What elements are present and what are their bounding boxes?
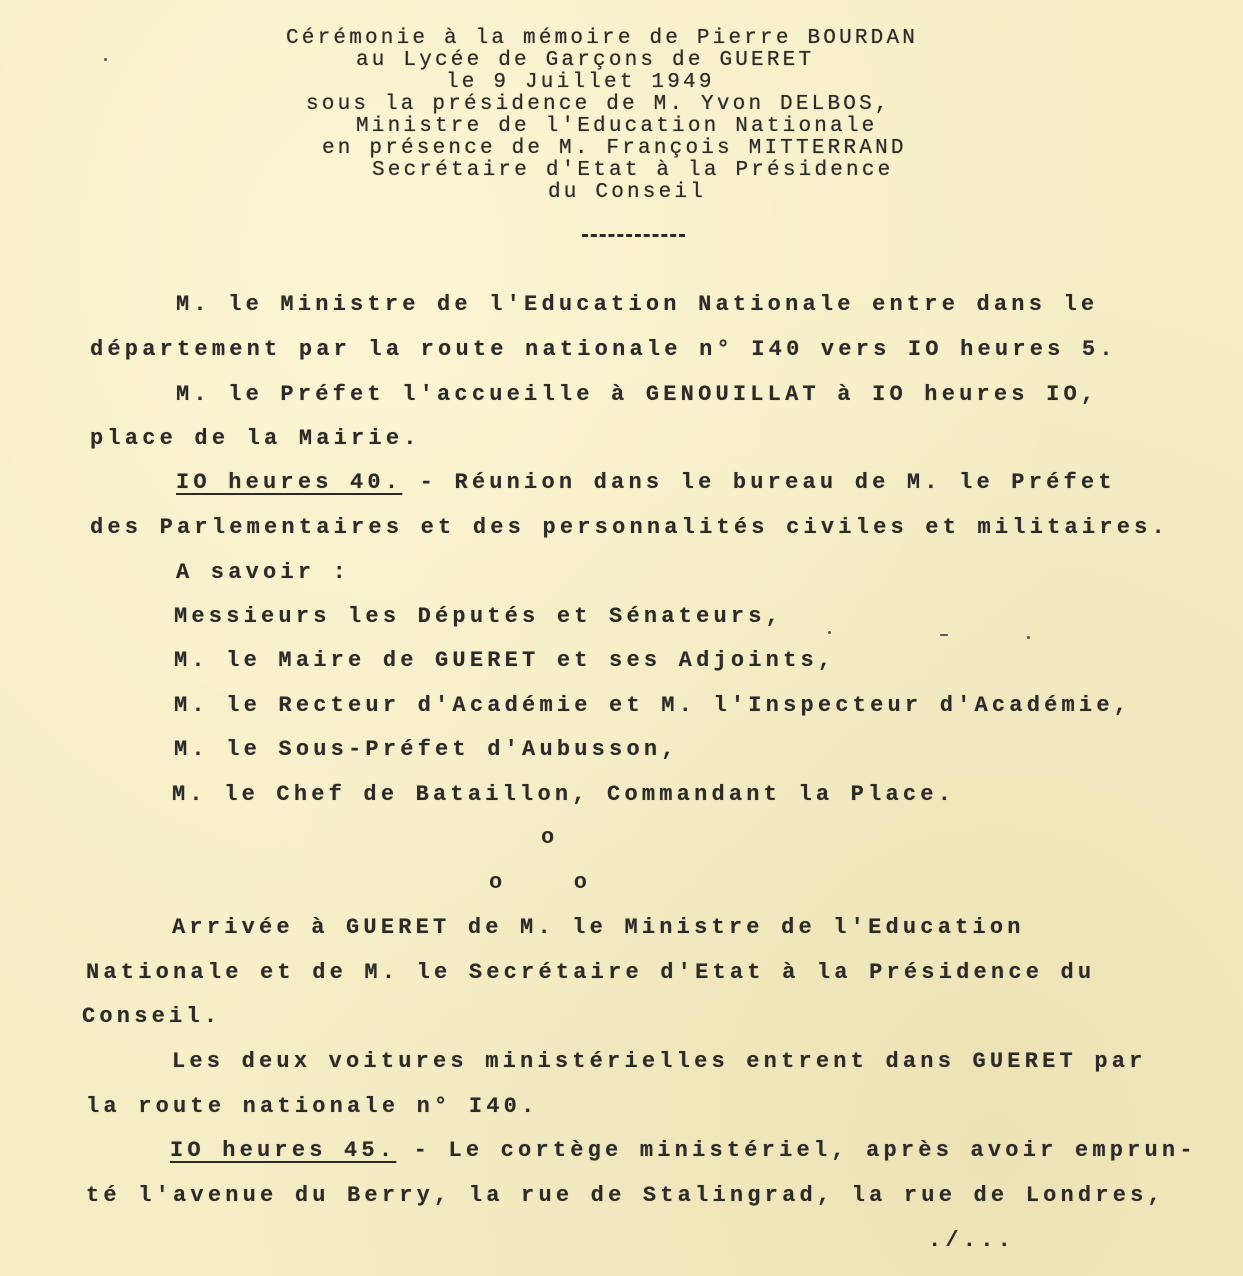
paragraph-5-line-1: Les deux voitures ministérielles entrent dans GUERET par <box>172 1049 1147 1074</box>
continuation-mark: ./... <box>928 1228 1016 1253</box>
list-item-4: M. le Sous-Préfet d'Aubusson, <box>174 737 679 762</box>
header-line-7: Secrétaire d'Etat à la Présidence <box>372 159 894 182</box>
list-item-2: M. le Maire de GUERET et ses Adjoints, <box>174 648 836 673</box>
paragraph-2-line-2: place de la Mairie. <box>90 426 421 451</box>
header-line-6: en présence de M. François MITTERRAND <box>322 137 907 160</box>
header-line-4: sous la présidence de M. Yvon DELBOS, <box>306 93 891 116</box>
ornament-bottom: o o <box>489 870 596 895</box>
paragraph-5-line-2: la route nationale n° I40. <box>86 1094 539 1119</box>
paragraph-4-line-1: Arrivée à GUERET de M. le Ministre de l'Education <box>172 915 1025 940</box>
paper-speck <box>940 634 948 636</box>
a-savoir-label: A savoir : <box>176 560 351 585</box>
paragraph-6-line-1 <box>170 1138 1197 1164</box>
paper-speck <box>828 631 831 634</box>
paragraph-4-line-2: Nationale et de M. le Secrétaire d'Etat à la Présidence du <box>86 960 1096 985</box>
paragraph-1-line-1: M. le Ministre de l'Education Nationale entre dans le <box>176 292 1099 317</box>
time-1045: IO heures 45. <box>170 1138 397 1163</box>
ornament-top: o <box>541 825 555 850</box>
paper-speck <box>104 58 107 61</box>
paragraph-2-line-1: M. le Préfet l'accueille à GENOUILLAT à IO heures IO, <box>176 382 1099 407</box>
paragraph-6-line-1-text: - Le cortège ministériel, après avoir emprun- <box>396 1138 1197 1163</box>
time-1040: IO heures 40. <box>176 470 403 495</box>
paper-speck <box>1027 636 1030 639</box>
paragraph-3-line-1 <box>176 470 1116 496</box>
paragraph-3-line-1-text: - Réunion dans le bureau de M. le Préfet <box>402 470 1116 495</box>
header-line-3: le 9 Juillet 1949 <box>446 71 715 94</box>
paragraph-6-line-2: té l'avenue du Berry, la rue de Stalingrad, la rue de Londres, <box>86 1183 1165 1208</box>
paragraph-1-line-2: département par la route nationale n° I40 vers IO heures 5. <box>90 337 1117 362</box>
header-line-2: au Lycée de Garçons de GUERET <box>356 49 815 72</box>
header-line-5: Ministre de l'Education Nationale <box>356 115 878 138</box>
list-item-1: Messieurs les Députés et Sénateurs, <box>174 604 784 629</box>
paragraph-4-line-3: Conseil. <box>82 1004 222 1029</box>
header-line-1: Cérémonie à la mémoire de Pierre BOURDAN <box>286 27 919 50</box>
list-item-3: M. le Recteur d'Académie et M. l'Inspecteur d'Académie, <box>174 693 1132 718</box>
header-separator <box>582 234 685 237</box>
list-item-5: M. le Chef de Bataillon, Commandant la Place. <box>172 782 956 807</box>
paragraph-3-line-2: des Parlementaires et des personnalités civiles et militaires. <box>90 515 1169 540</box>
header-line-8: du Conseil <box>548 181 707 204</box>
